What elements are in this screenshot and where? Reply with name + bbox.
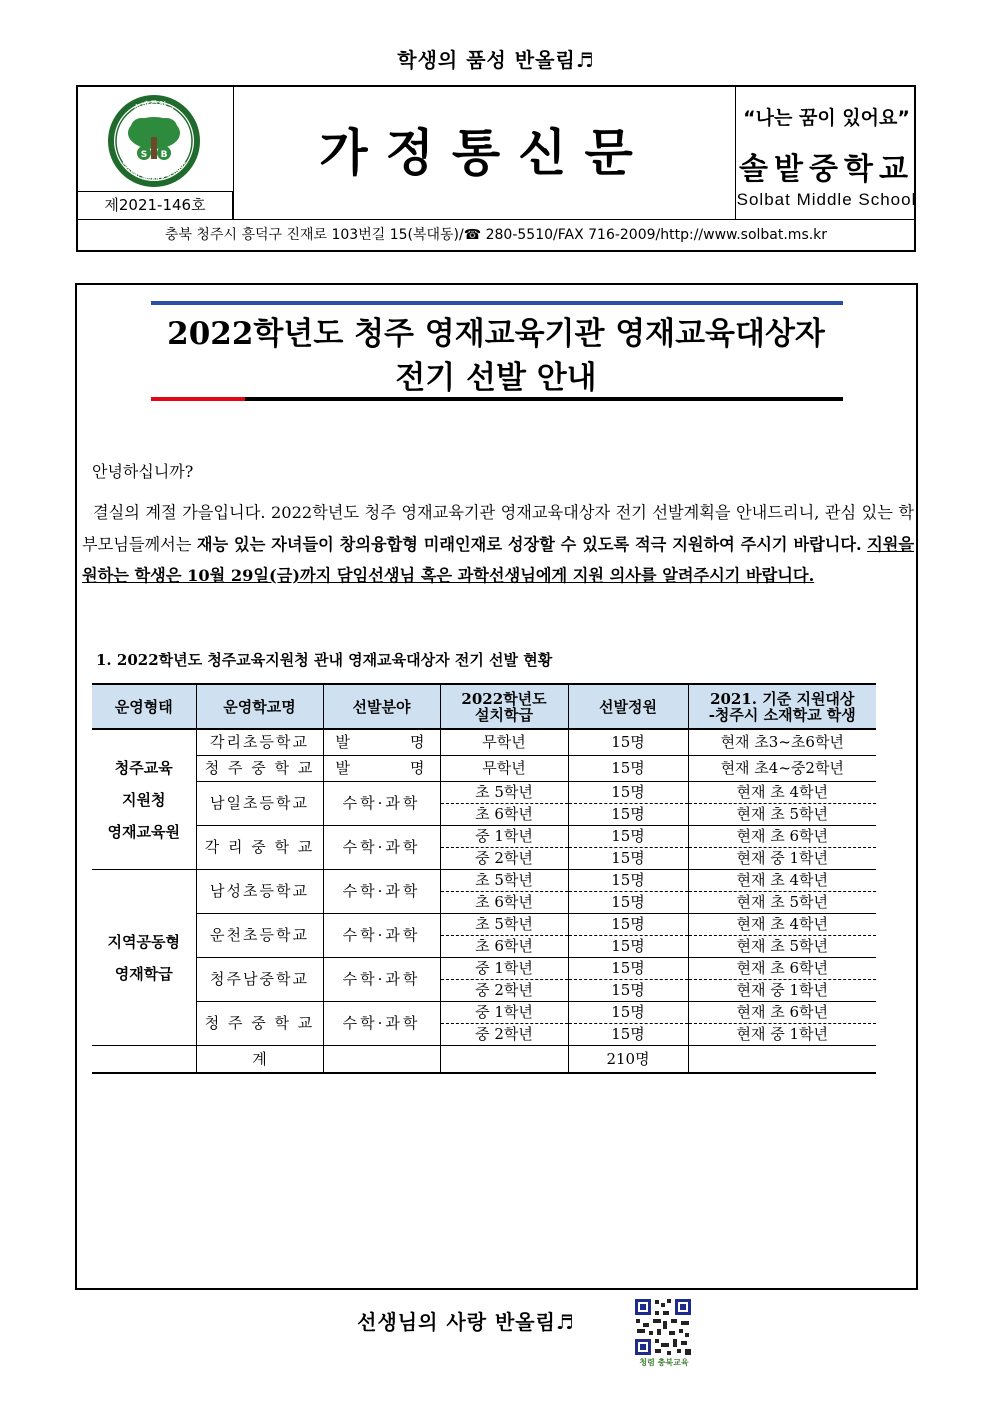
school-cell: 각 리 중 학 교 — [196, 826, 323, 870]
school-emblem-icon — [106, 93, 202, 189]
school-cell: 청 주 중 학 교 — [196, 756, 323, 782]
school-cell: 운천초등학교 — [196, 914, 323, 958]
body-paragraph — [82, 497, 914, 592]
total-empty-target — [688, 1046, 876, 1074]
total-label: 계 — [196, 1046, 323, 1074]
masthead — [76, 85, 916, 252]
quota-cell: 15명 — [568, 729, 688, 756]
target-cell: 현재 초 5학년 — [688, 804, 876, 826]
group-type: 청주교육 지원청 영재교육원 — [92, 729, 196, 870]
logo-bottom-text: SOLBAT MIDDLE SCHOOL — [120, 160, 188, 184]
title-bar-bottom — [245, 397, 843, 401]
section-title: 1. 2022학년도 청주교육지원청 관내 영재교육대상자 전기 선발 현황 — [96, 651, 553, 669]
table-header-row — [92, 684, 876, 729]
qr-code-icon[interactable] — [633, 1297, 693, 1357]
table-row — [92, 782, 876, 804]
field-cell: 수학·과학 — [323, 914, 440, 958]
selection-table — [92, 683, 876, 1074]
table-row — [92, 826, 876, 848]
header-field: 선발분야 — [323, 684, 440, 729]
logo-letter-b: B — [160, 150, 168, 160]
top-slogan: 학생의 품성 반올림♬ — [397, 48, 595, 72]
target-cell: 현재 중 1학년 — [688, 848, 876, 870]
school-cell: 남일초등학교 — [196, 782, 323, 826]
notice-title-line2: 전기 선발 안내 — [395, 360, 597, 396]
quota-cell: 15명 — [568, 756, 688, 782]
target-cell: 현재 중 1학년 — [688, 1024, 876, 1046]
quota-cell: 15명 — [568, 848, 688, 870]
bottom-slogan: 선생님의 사랑 반올림♬ — [357, 1310, 575, 1334]
field-cell: 수학·과학 — [323, 782, 440, 826]
quota-cell: 15명 — [568, 870, 688, 892]
table-row — [92, 914, 876, 936]
field-cell: 수학·과학 — [323, 826, 440, 870]
grade-cell: 중 2학년 — [440, 980, 568, 1002]
target-cell: 현재 초3~초6학년 — [688, 729, 876, 756]
total-empty-type — [92, 1046, 196, 1074]
grade-cell: 초 5학년 — [440, 782, 568, 804]
field-cell: 발 명 — [323, 756, 440, 782]
target-cell: 현재 초 4학년 — [688, 782, 876, 804]
table-row — [92, 958, 876, 980]
group-type: 지역공동형 영재학급 — [92, 870, 196, 1046]
school-cell: 청주남중학교 — [196, 958, 323, 1002]
grade-cell: 중 1학년 — [440, 1002, 568, 1024]
quota-cell: 15명 — [568, 804, 688, 826]
para-deadline: 지원을 원하는 학생은 10월 29일(금)까지 담임선생님 혹은 과학선생님에게 지원 의사를 알려주시기 바랍니다. — [82, 534, 914, 585]
school-name-english: Solbat Middle School — [736, 190, 917, 209]
total-row — [92, 1046, 876, 1074]
issue-number: 제2021-146호 — [78, 191, 233, 219]
target-cell: 현재 초 4학년 — [688, 870, 876, 892]
header-school: 운영학교명 — [196, 684, 323, 729]
notice-title-line1: 2022학년도 청주 영재교육기관 영재교육대상자 — [167, 316, 825, 352]
grade-cell: 무학년 — [440, 756, 568, 782]
target-cell: 현재 초4~중2학년 — [688, 756, 876, 782]
field-cell: 수학·과학 — [323, 870, 440, 914]
target-cell: 현재 중 1학년 — [688, 980, 876, 1002]
school-name: 솔밭중학교 — [739, 152, 914, 187]
grade-cell: 무학년 — [440, 729, 568, 756]
total-quota: 210명 — [568, 1046, 688, 1074]
header-grade: 2022학년도 설치학급 — [440, 684, 568, 729]
school-address: 충북 청주시 흥덕구 진재로 103번길 15(복대동)/☎ 280-5510/FAX 716-2009/http://www.solbat.ms.kr — [78, 219, 914, 251]
school-info — [735, 87, 917, 219]
field-cell: 발 명 — [323, 729, 440, 756]
school-cell: 남성초등학교 — [196, 870, 323, 914]
grade-cell: 초 5학년 — [440, 914, 568, 936]
total-empty-grade — [440, 1046, 568, 1074]
quota-cell: 15명 — [568, 914, 688, 936]
target-cell: 현재 초 6학년 — [688, 1002, 876, 1024]
grade-cell: 중 1학년 — [440, 826, 568, 848]
total-empty-field — [323, 1046, 440, 1074]
grade-cell: 중 1학년 — [440, 958, 568, 980]
qr-caption: 청렴 충북교육 — [639, 1358, 689, 1367]
quota-cell: 15명 — [568, 958, 688, 980]
quota-cell: 15명 — [568, 936, 688, 958]
para-text: 결실의 계절 가을입니다. 2022학년도 청주 영재교육기관 영재교육대상자 전기 선발계획을 안내드리니, 관심 있는 학부모님들께서는 — [82, 503, 914, 554]
para-emphasis: 재능 있는 자녀들이 창의융합형 미래인재로 성장할 수 있도록 적극 지원하여 주시기 바랍니다. — [196, 534, 862, 554]
school-motto: “나는 꿈이 있어요” — [743, 107, 910, 129]
logo-letter-s: S — [140, 150, 148, 160]
logo-top-text: 솔밭중학교 — [132, 100, 176, 114]
title-bar-top — [151, 301, 843, 305]
target-cell: 현재 초 5학년 — [688, 892, 876, 914]
target-cell: 현재 초 4학년 — [688, 914, 876, 936]
newsletter-title: 가정통신문 — [319, 124, 651, 182]
header-quota: 선발정원 — [568, 684, 688, 729]
table-row — [92, 870, 876, 892]
field-cell: 수학·과학 — [323, 958, 440, 1002]
grade-cell: 중 2학년 — [440, 848, 568, 870]
header-type: 운영형태 — [92, 684, 196, 729]
target-cell: 현재 초 6학년 — [688, 826, 876, 848]
grade-cell: 중 2학년 — [440, 1024, 568, 1046]
quota-cell: 15명 — [568, 1002, 688, 1024]
header-target: 2021. 기준 지원대상 -청주시 소재학교 학생 — [688, 684, 876, 729]
quota-cell: 15명 — [568, 1024, 688, 1046]
school-cell: 각리초등학교 — [196, 729, 323, 756]
grade-cell: 초 6학년 — [440, 804, 568, 826]
grade-cell: 초 6학년 — [440, 936, 568, 958]
quota-cell: 15명 — [568, 782, 688, 804]
quota-cell: 15명 — [568, 980, 688, 1002]
grade-cell: 초 5학년 — [440, 870, 568, 892]
school-cell: 청 주 중 학 교 — [196, 1002, 323, 1046]
table-row — [92, 729, 876, 756]
target-cell: 현재 초 5학년 — [688, 936, 876, 958]
table-row — [92, 1002, 876, 1024]
title-bar-accent — [151, 397, 245, 401]
quota-cell: 15명 — [568, 826, 688, 848]
greeting: 안녕하십니까? — [92, 462, 194, 481]
target-cell: 현재 초 6학년 — [688, 958, 876, 980]
field-cell: 수학·과학 — [323, 1002, 440, 1046]
table-row — [92, 756, 876, 782]
grade-cell: 초 6학년 — [440, 892, 568, 914]
quota-cell: 15명 — [568, 892, 688, 914]
